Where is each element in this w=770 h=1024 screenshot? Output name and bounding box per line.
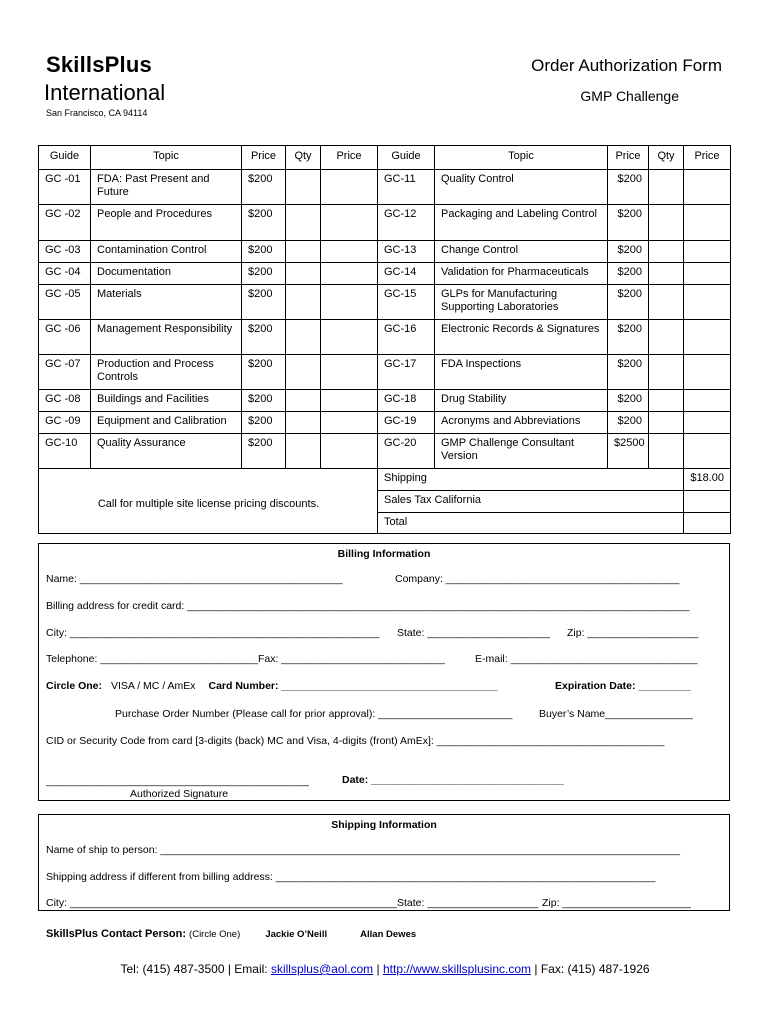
- line-price[interactable]: [321, 355, 378, 390]
- guide-code: GC -07: [39, 355, 91, 390]
- col-header: Topic: [91, 146, 242, 170]
- shipping-price: $18.00: [684, 469, 731, 491]
- qty-input[interactable]: [286, 320, 321, 355]
- qty-input[interactable]: [286, 355, 321, 390]
- ship-state-field[interactable]: State: ___________________: [397, 897, 539, 909]
- qty-input[interactable]: [649, 263, 684, 285]
- topic: Contamination Control: [91, 241, 242, 263]
- telephone-fax-field[interactable]: Telephone: ___________________________Fax: ____________________________: [46, 653, 445, 665]
- table-row: [39, 170, 731, 205]
- guide-code: GC-17: [378, 355, 435, 390]
- qty-input[interactable]: [649, 241, 684, 263]
- shipping-section: [38, 814, 730, 911]
- sales-tax-value[interactable]: [684, 491, 731, 513]
- discount-note: Call for multiple site license pricing discounts.: [39, 469, 378, 534]
- qty-input[interactable]: [649, 170, 684, 205]
- footer-tel: Tel: (415) 487-3500 | Email:: [120, 962, 271, 976]
- guide-code: GC -01: [39, 170, 91, 205]
- topic: Documentation: [91, 263, 242, 285]
- topic: Equipment and Calibration: [91, 412, 242, 434]
- qty-input[interactable]: [649, 434, 684, 469]
- qty-input[interactable]: [649, 285, 684, 320]
- email-field[interactable]: E-mail: ________________________________: [475, 653, 698, 665]
- guide-code: GC -03: [39, 241, 91, 263]
- ship-address-field[interactable]: Shipping address if different from billing address: _________________________________________________________________: [46, 871, 656, 883]
- col-header: Price: [608, 146, 649, 170]
- line-price[interactable]: [684, 241, 731, 263]
- topic: Quality Assurance: [91, 434, 242, 469]
- guide-code: GC-18: [378, 390, 435, 412]
- guide-code: GC-16: [378, 320, 435, 355]
- guide-code: GC-14: [378, 263, 435, 285]
- price: $200: [242, 263, 286, 285]
- col-header: Guide: [39, 146, 91, 170]
- line-price[interactable]: [684, 205, 731, 241]
- contact-option-jackie[interactable]: Jackie O’Neill: [265, 929, 328, 940]
- qty-input[interactable]: [649, 412, 684, 434]
- topic: FDA Inspections: [435, 355, 608, 390]
- qty-input[interactable]: [286, 390, 321, 412]
- order-table: [38, 145, 731, 534]
- line-price[interactable]: [321, 285, 378, 320]
- topic: Drug Stability: [435, 390, 608, 412]
- guide-code: GC -06: [39, 320, 91, 355]
- card-type-options[interactable]: VISA / MC / AmEx: [110, 680, 196, 692]
- billing-address-field[interactable]: Billing address for credit card: ______________________________________________________________________________________: [46, 600, 690, 612]
- website-link[interactable]: http://www.skillsplusinc.com: [382, 962, 532, 976]
- price: $200: [242, 355, 286, 390]
- table-header-row: [39, 146, 731, 170]
- card-number-field[interactable]: Card Number: _____________________________________: [208, 680, 498, 692]
- topic: Production and Process Controls: [91, 355, 242, 390]
- topic: Management Responsibility: [91, 320, 242, 355]
- col-header: Price: [242, 146, 286, 170]
- col-header: Price: [684, 146, 731, 170]
- topic: Buildings and Facilities: [91, 390, 242, 412]
- contact-label: SkillsPlus Contact Person:: [46, 928, 186, 940]
- company-field[interactable]: Company: ________________________________________: [395, 573, 680, 585]
- topic: Packaging and Labeling Control: [435, 205, 608, 241]
- price: $200: [242, 412, 286, 434]
- line-price[interactable]: [684, 412, 731, 434]
- table-row: [39, 241, 731, 263]
- table-row: [39, 390, 731, 412]
- col-header: Qty: [649, 146, 684, 170]
- line-price[interactable]: [684, 390, 731, 412]
- qty-input[interactable]: [649, 320, 684, 355]
- guide-code: GC -09: [39, 412, 91, 434]
- qty-input[interactable]: [286, 241, 321, 263]
- topic: Materials: [91, 285, 242, 320]
- circle-one-label: Circle One:: [46, 680, 103, 692]
- state-field[interactable]: State: _____________________: [397, 627, 550, 639]
- form-title: Order Authorization Form: [531, 56, 722, 75]
- topic: Validation for Pharmaceuticals: [435, 263, 608, 285]
- table-row: [39, 285, 731, 320]
- guide-code: GC-12: [378, 205, 435, 241]
- email-link[interactable]: skillsplus@aol.com: [270, 962, 374, 976]
- guide-code: GC-10: [39, 434, 91, 469]
- billing-title: Billing Information: [337, 548, 431, 560]
- price: $200: [608, 355, 649, 390]
- line-price[interactable]: [321, 434, 378, 469]
- total-value[interactable]: [684, 513, 731, 534]
- topic: Change Control: [435, 241, 608, 263]
- footer-fax: | Fax: (415) 487-1926: [531, 962, 650, 976]
- price: $200: [608, 320, 649, 355]
- card-row: [46, 680, 497, 692]
- topic: Electronic Records & Signatures: [435, 320, 608, 355]
- price: $200: [242, 434, 286, 469]
- topic: People and Procedures: [91, 205, 242, 241]
- zip-field[interactable]: Zip: ___________________: [567, 627, 699, 639]
- price: $200: [608, 263, 649, 285]
- ship-zip-field[interactable]: Zip: ______________________: [542, 897, 691, 909]
- shipping-title: Shipping Information: [331, 819, 437, 831]
- line-price[interactable]: [684, 285, 731, 320]
- footer-contact: [0, 962, 770, 976]
- expiration-date-field[interactable]: Expiration Date: _________: [555, 680, 691, 692]
- qty-input[interactable]: [286, 434, 321, 469]
- contact-person-row: [46, 928, 416, 940]
- line-price[interactable]: [321, 241, 378, 263]
- qty-input[interactable]: [286, 412, 321, 434]
- price: $200: [608, 205, 649, 241]
- line-price[interactable]: [684, 434, 731, 469]
- line-price[interactable]: [321, 170, 378, 205]
- table-row: [39, 205, 731, 241]
- name-field[interactable]: Name: _____________________________________________: [46, 573, 343, 585]
- form-subtitle: GMP Challenge: [580, 88, 679, 104]
- table-row: [39, 434, 731, 469]
- line-price[interactable]: [684, 320, 731, 355]
- circle-one-note: (Circle One): [189, 929, 241, 940]
- price: $200: [608, 390, 649, 412]
- sales-tax-label: Sales Tax California: [378, 491, 684, 513]
- guide-code: GC -05: [39, 285, 91, 320]
- line-price[interactable]: [321, 412, 378, 434]
- col-header: Guide: [378, 146, 435, 170]
- guide-code: GC-19: [378, 412, 435, 434]
- line-price[interactable]: [684, 355, 731, 390]
- table-row: [39, 355, 731, 390]
- qty-input[interactable]: [649, 205, 684, 241]
- col-header: Qty: [286, 146, 321, 170]
- brand-name: SkillsPlus: [46, 52, 152, 77]
- line-price[interactable]: [321, 320, 378, 355]
- topic: Acronyms and Abbreviations: [435, 412, 608, 434]
- guide-code: GC-15: [378, 285, 435, 320]
- price: $200: [608, 241, 649, 263]
- line-price[interactable]: [684, 263, 731, 285]
- guide-code: GC-13: [378, 241, 435, 263]
- topic: GLPs for Manufacturing Supporting Laboratories: [435, 285, 608, 320]
- qty-input[interactable]: [649, 355, 684, 390]
- guide-code: GC-11: [378, 170, 435, 205]
- cid-field[interactable]: CID or Security Code from card [3-digits (back) MC and Visa, 4-digits (front) AmEx]: _______________________________________: [46, 735, 665, 747]
- shipping-row: [39, 469, 731, 491]
- line-price[interactable]: [684, 170, 731, 205]
- topic: Quality Control: [435, 170, 608, 205]
- table-row: [39, 263, 731, 285]
- guide-code: GC -02: [39, 205, 91, 241]
- ship-city-field[interactable]: City: ________________________________________________________: [46, 897, 397, 909]
- signature-field[interactable]: _____________________________________________: [46, 775, 309, 787]
- shipping-label: Shipping: [378, 469, 684, 491]
- qty-input[interactable]: [286, 263, 321, 285]
- price: $200: [242, 170, 286, 205]
- buyer-name-field[interactable]: Buyer’s Name_______________: [539, 708, 693, 720]
- footer-separator: |: [373, 962, 383, 976]
- topic: FDA: Past Present and Future: [91, 170, 242, 205]
- po-number-field[interactable]: Purchase Order Number (Please call for prior approval): _______________________: [115, 708, 513, 720]
- qty-input[interactable]: [649, 390, 684, 412]
- price: $200: [242, 205, 286, 241]
- signature-caption: Authorized Signature: [130, 788, 229, 800]
- price: $200: [242, 390, 286, 412]
- brand-subtitle: International: [44, 80, 166, 105]
- qty-input[interactable]: [286, 285, 321, 320]
- price: $200: [608, 170, 649, 205]
- price: $200: [608, 412, 649, 434]
- line-price[interactable]: [321, 263, 378, 285]
- guide-code: GC -08: [39, 390, 91, 412]
- guide-code: GC -04: [39, 263, 91, 285]
- company-address: San Francisco, CA 94114: [46, 108, 148, 118]
- contact-option-allan[interactable]: Allan Dewes: [360, 929, 417, 940]
- table-row: [39, 412, 731, 434]
- col-header: Topic: [435, 146, 608, 170]
- price: $200: [242, 285, 286, 320]
- billing-section: [38, 543, 730, 801]
- line-price[interactable]: [321, 205, 378, 241]
- table-row: [39, 320, 731, 355]
- price: $2500: [608, 434, 649, 469]
- price: $200: [608, 285, 649, 320]
- guide-code: GC-20: [378, 434, 435, 469]
- total-label: Total: [378, 513, 684, 534]
- line-price[interactable]: [321, 390, 378, 412]
- date-field[interactable]: Date: _________________________________: [342, 774, 564, 786]
- col-header: Price: [321, 146, 378, 170]
- price: $200: [242, 320, 286, 355]
- topic: GMP Challenge Consultant Version: [435, 434, 608, 469]
- ship-to-name-field[interactable]: Name of ship to person: _________________________________________________________________________________________: [46, 844, 681, 856]
- qty-input[interactable]: [286, 205, 321, 241]
- city-field[interactable]: City: _____________________________________________________: [46, 627, 380, 639]
- price: $200: [242, 241, 286, 263]
- qty-input[interactable]: [286, 170, 321, 205]
